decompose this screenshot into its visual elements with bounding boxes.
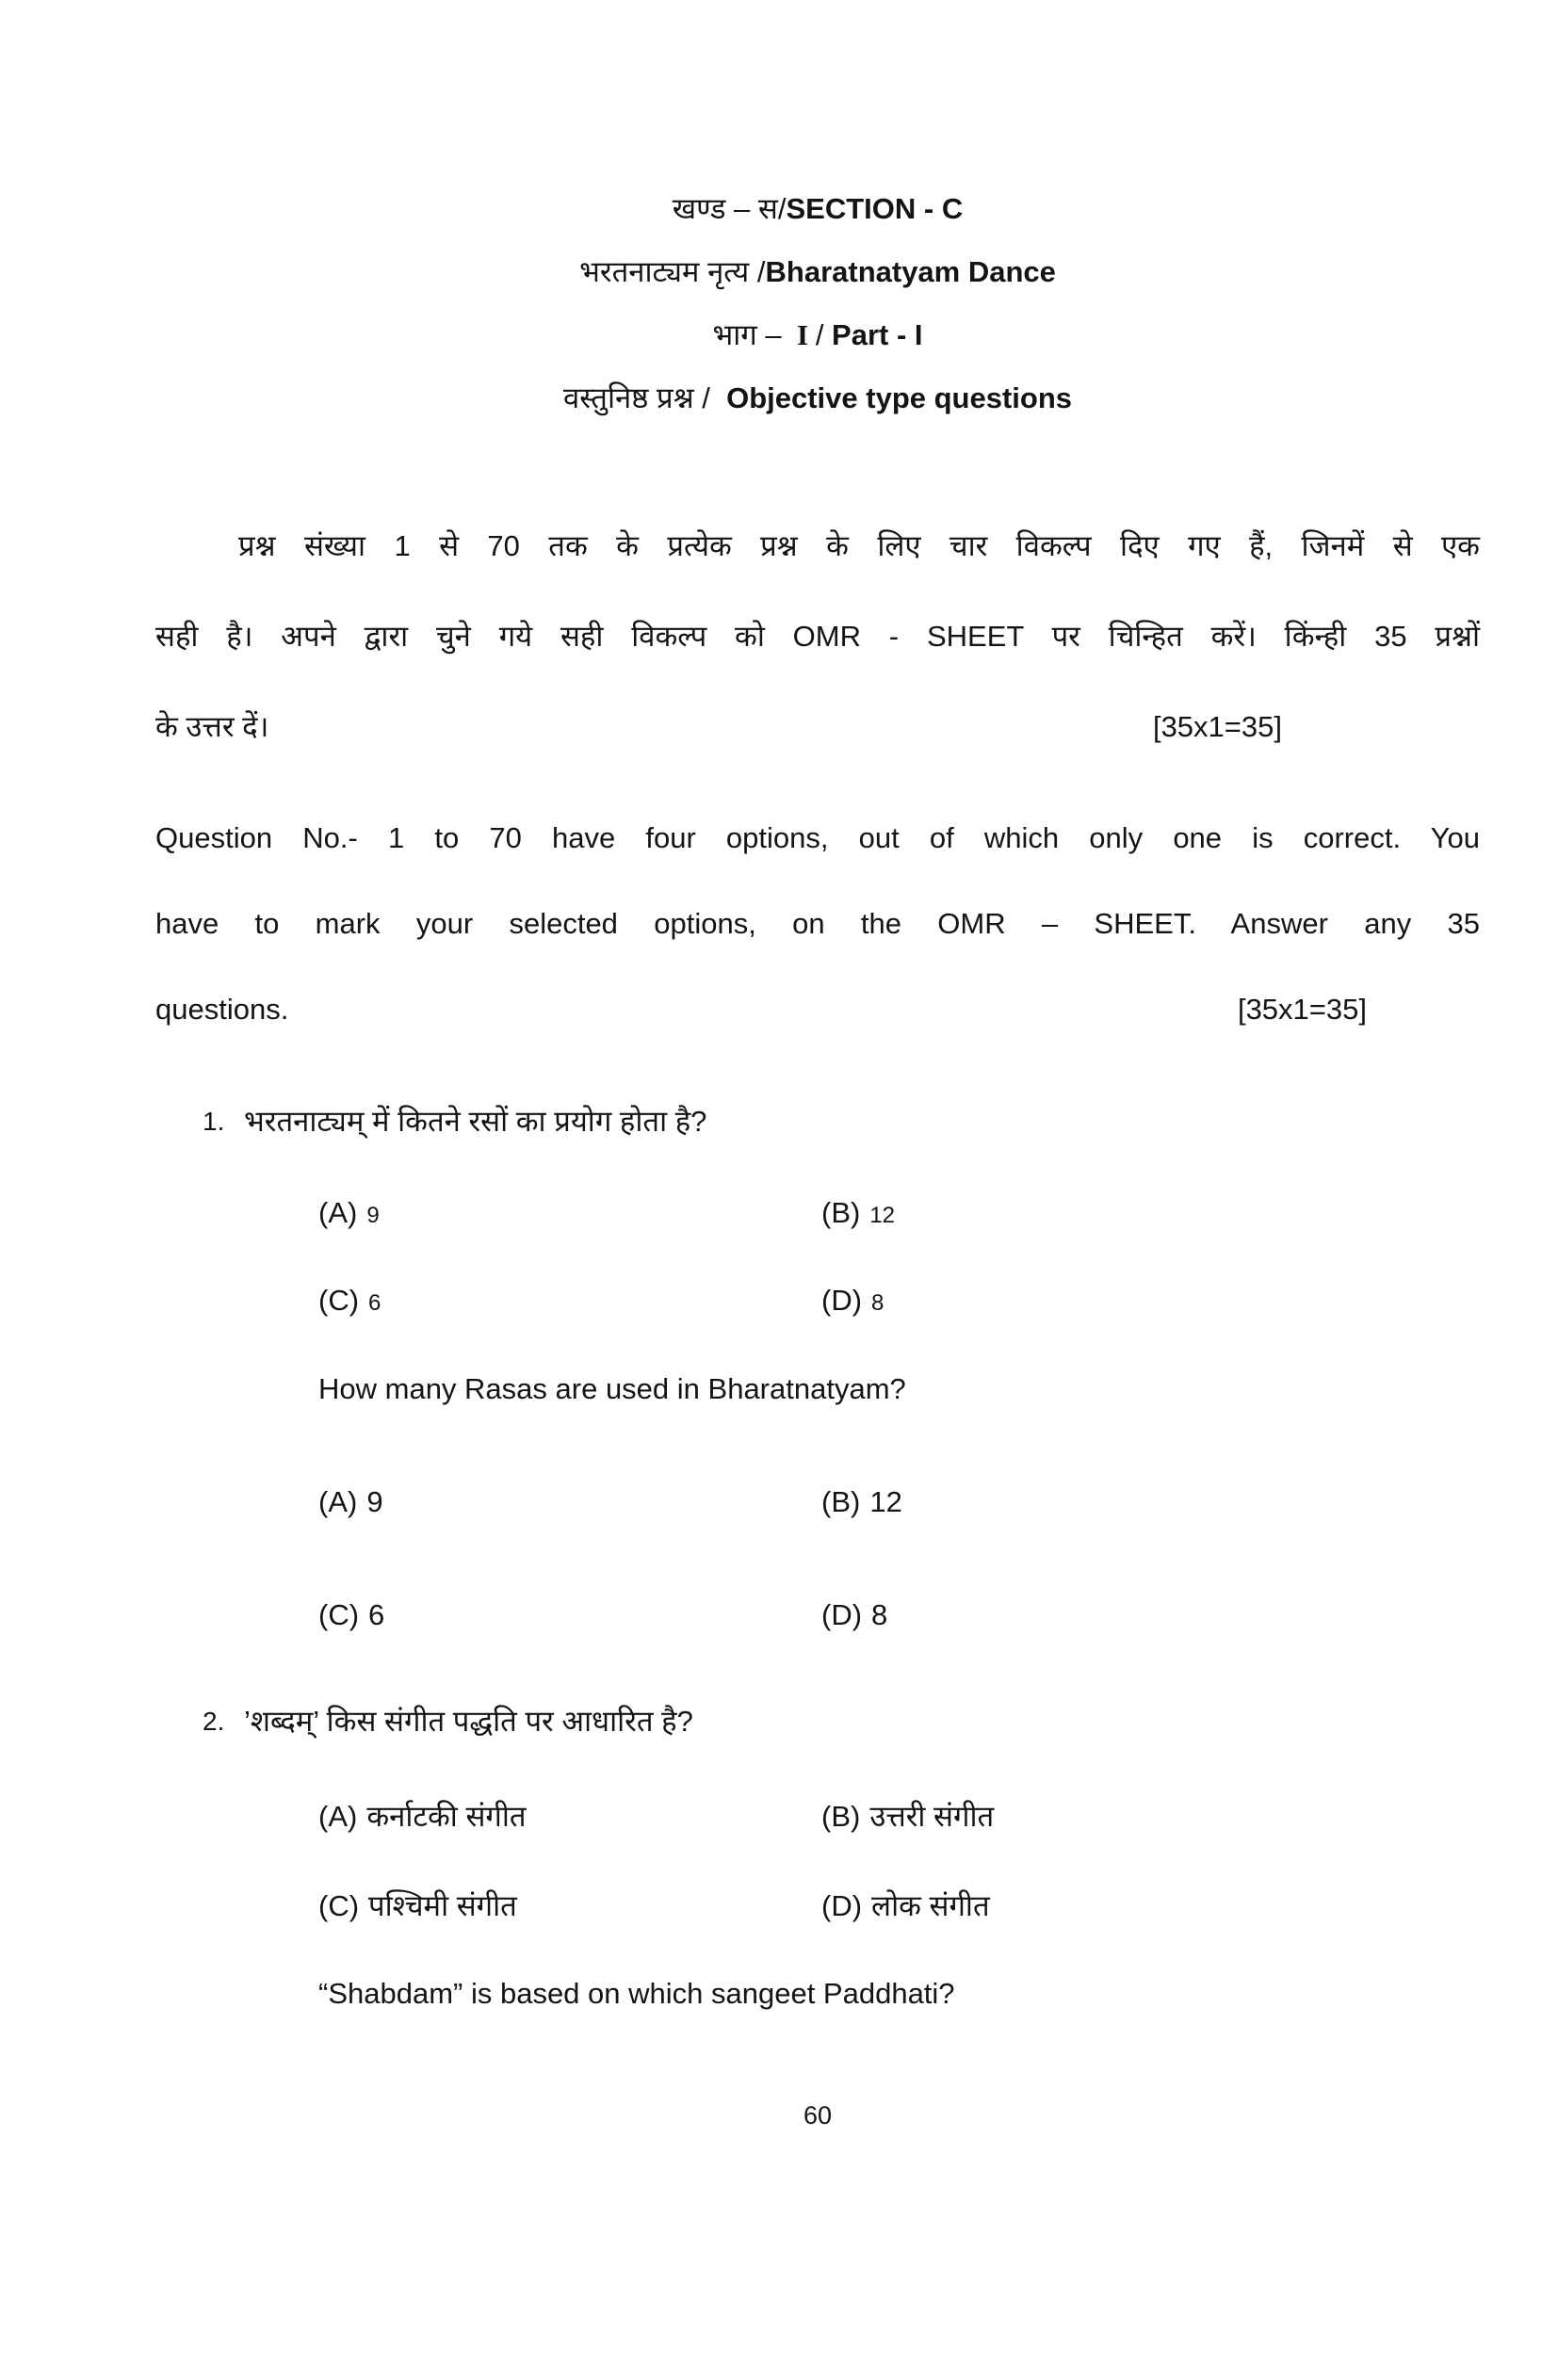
question-1-title-hindi [155, 1101, 1480, 1142]
slash-separator: / [749, 255, 766, 288]
option-a-label: (A) [318, 1800, 358, 1833]
question-2-text-english: “Shabdam” is based on which sangeet Paddhati? [318, 1977, 955, 2010]
instructions-english [155, 795, 1480, 1052]
slash-separator: / [777, 192, 787, 225]
question-2-title-hindi [155, 1701, 1480, 1742]
question-1-text-hindi: भरतनाट्यम् में कितने रसों का प्रयोग होता है? [244, 1105, 707, 1138]
option-a-value: 9 [366, 1203, 380, 1228]
option-a-value: कर्नाटकी संगीत [366, 1800, 527, 1833]
option-c-value: पश्चिमी संगीत [368, 1889, 517, 1922]
option-b-label: (B) [821, 1196, 861, 1229]
header-section-hindi: खण्ड – स [672, 192, 778, 225]
option-d [821, 1595, 1324, 1636]
exam-paper-page [0, 177, 1558, 2380]
instructions-hindi-line3-text: के उत्तर दें। [155, 710, 269, 743]
option-d-value: लोक संगीत [871, 1889, 990, 1922]
question-1-options-hindi-row1 [155, 1192, 1480, 1237]
instructions-english-line3-text: questions. [155, 993, 289, 1026]
option-c [318, 1595, 821, 1636]
option-d-label: (D) [821, 1598, 863, 1631]
option-c [318, 1280, 821, 1324]
slash-separator: / [693, 381, 727, 414]
question-1-options-hindi-row2 [155, 1280, 1480, 1324]
marks-scheme-english: [35x1=35] [1237, 993, 1367, 1026]
question-2-options-hindi-row1 [155, 1796, 1480, 1838]
instructions-hindi-line2: सही है। अपने द्वारा चुने गये सही विकल्प को OMR - SHEET पर चिन्हित करें। किंन्ही 35 प्रश्नों [155, 620, 1480, 653]
instructions-english-line2: have to mark your selected options, on the OMR – SHEET. Answer any 35 [155, 907, 1480, 940]
option-b [821, 1481, 1324, 1523]
option-a-label: (A) [318, 1196, 358, 1229]
option-a-value: 9 [366, 1485, 383, 1518]
header-part-line [155, 303, 1480, 366]
option-d-label: (D) [821, 1889, 863, 1922]
header-section-english: SECTION - C [786, 192, 964, 225]
question-1-options-english-row1 [155, 1481, 1480, 1523]
option-a [318, 1481, 821, 1523]
option-d-label: (D) [821, 1284, 863, 1317]
option-d-value: 8 [871, 1598, 888, 1631]
page-footer [155, 2097, 1480, 2134]
option-c-value: 6 [368, 1598, 385, 1631]
question-1 [155, 1101, 1480, 1636]
header-part-hindi: भाग – [712, 318, 790, 351]
slash-separator: / [815, 318, 833, 351]
option-b-value: 12 [869, 1203, 896, 1228]
instructions-hindi-line1: प्रश्न संख्या 1 से 70 तक के प्रत्येक प्रश्न के लिए चार विकल्प दिए गए हैं, जिनमें से एक [238, 529, 1480, 562]
header-part-english: Part - I [832, 318, 923, 351]
instructions-hindi-line3 [155, 682, 1480, 772]
option-c-label: (C) [318, 1598, 360, 1631]
question-2-text-hindi: ’शब्दम्’ किस संगीत पद्धति पर आधारित है? [244, 1705, 693, 1738]
option-c-label: (C) [318, 1284, 360, 1317]
header-subject-hindi: भरतनाट्यम नृत्य [579, 255, 750, 288]
option-d [821, 1886, 1324, 1927]
question-1-options-english-row2 [155, 1595, 1480, 1636]
part-roman-numeral: I [789, 318, 816, 351]
header-section-line [155, 177, 1480, 240]
header-type-hindi: वस्तुनिष्ठ प्रश्न [562, 381, 694, 414]
option-d [821, 1280, 1324, 1324]
question-2-options-hindi-row2 [155, 1886, 1480, 1927]
header-type-line [155, 366, 1480, 429]
instructions-english-line1: Question No.- 1 to 70 have four options, out of which only one is correct. You [155, 821, 1480, 854]
option-c-label: (C) [318, 1889, 360, 1922]
instructions-hindi [155, 501, 1480, 772]
option-c [318, 1886, 821, 1927]
option-b-value: उत्तरी संगीत [869, 1800, 995, 1833]
option-b-label: (B) [821, 1800, 861, 1833]
marks-scheme-hindi: [35x1=35] [1152, 710, 1282, 743]
option-a-label: (A) [318, 1485, 358, 1518]
question-1-number: 1. [203, 1107, 225, 1136]
question-1-text-english: How many Rasas are used in Bharatnatyam? [318, 1372, 906, 1405]
option-b [821, 1796, 1324, 1838]
option-d-value: 8 [871, 1290, 884, 1316]
option-a [318, 1192, 821, 1237]
section-header [155, 177, 1480, 429]
header-subject-english: Bharatnatyam Dance [765, 255, 1056, 288]
question-2 [155, 1701, 1480, 2015]
header-type-english: Objective type questions [726, 381, 1073, 414]
header-subject-line [155, 240, 1480, 303]
option-b-label: (B) [821, 1485, 861, 1518]
option-b-value: 12 [869, 1485, 902, 1518]
page-number: 60 [803, 2101, 833, 2129]
option-b [821, 1192, 1324, 1237]
instructions-english-line3 [155, 966, 1480, 1052]
option-c-value: 6 [368, 1290, 381, 1316]
option-a [318, 1796, 821, 1838]
question-2-number: 2. [203, 1707, 225, 1736]
